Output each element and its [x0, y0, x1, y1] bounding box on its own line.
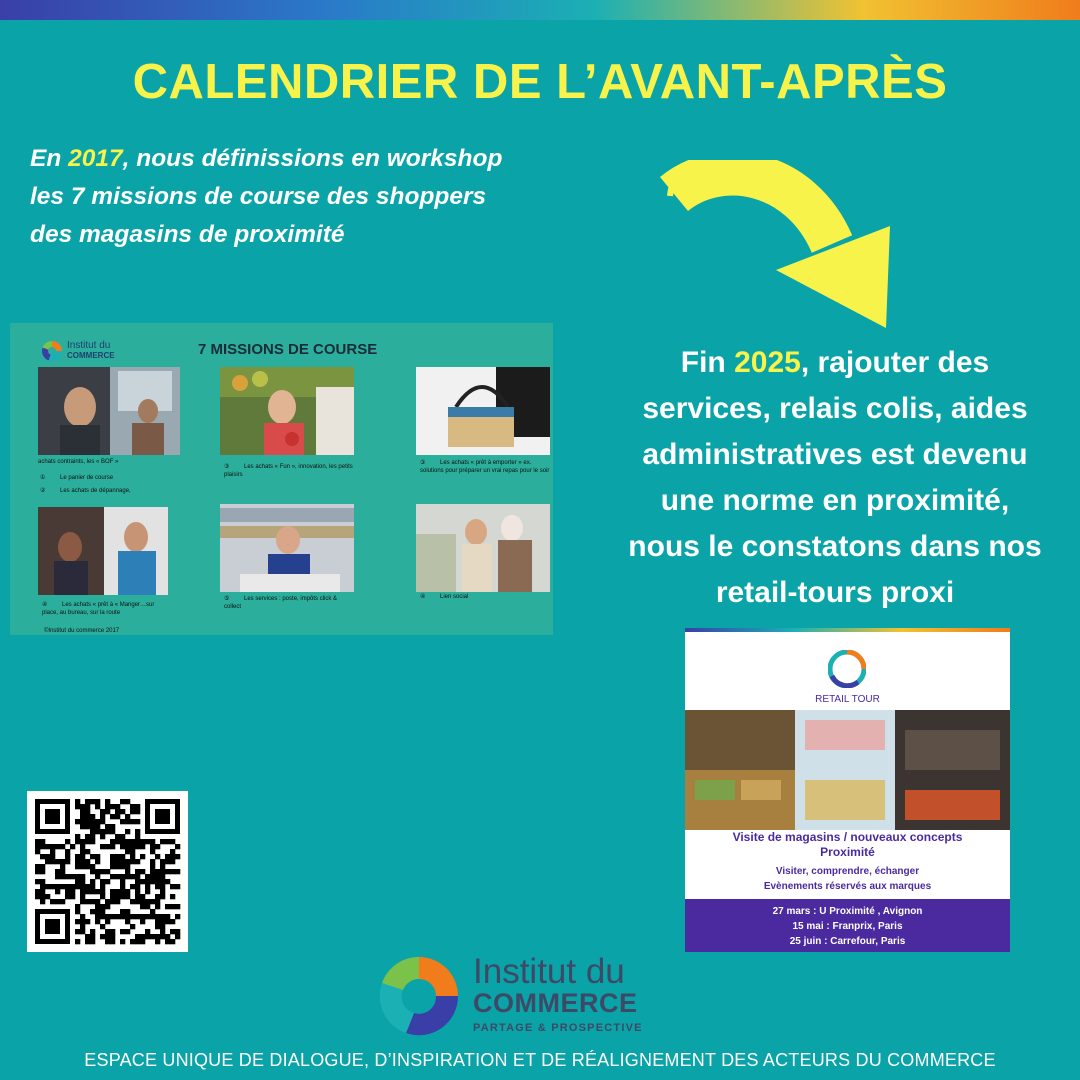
brand-line3: PARTAGE & PROSPECTIVE	[473, 1022, 643, 1034]
fin-line5: nous le constatons dans nos	[628, 530, 1042, 563]
flyer-gradient-bar	[685, 628, 1010, 632]
brand-line2: COMMERCE	[473, 988, 638, 1018]
flyer-date-3: 25 juin : Carrefour, Paris	[789, 936, 906, 947]
brand-line1: Institut du	[473, 952, 625, 991]
mission-1-item: ① Le panier de course	[40, 475, 114, 481]
intro-year: 2017	[68, 145, 123, 172]
mission-7-caption: ④ Lien social	[420, 594, 469, 600]
flyer-dates-panel	[685, 899, 1010, 952]
retail-tour-flyer	[685, 628, 1010, 952]
flyer-subheading	[685, 864, 1010, 894]
slide-logo	[42, 337, 142, 367]
intro-line1-rest: , nous définissions en workshop	[122, 145, 503, 172]
flyer-date-2: 15 mai : Franprix, Paris	[792, 921, 903, 932]
photo-commuter-eating	[38, 507, 168, 595]
slide-title: 7 MISSIONS DE COURSE	[198, 341, 378, 358]
fin-line3: administratives est devenu	[642, 438, 1028, 471]
photo-commuter	[38, 367, 180, 455]
footer-tagline: ESPACE UNIQUE DE DIALOGUE, D’INSPIRATION ET DE RÉALIGNEMENT DES ACTEURS DU COMMERCE	[84, 1050, 996, 1070]
fin-line1-rest: , rajouter des	[800, 346, 990, 379]
page-title: CALENDRIER DE L’AVANT-APRÈS	[132, 55, 948, 109]
mission-2-item: ② Les achats de dépannage,	[40, 488, 131, 494]
intro-text	[30, 140, 610, 254]
institut-logo-icon	[828, 650, 866, 688]
slide-logo-line1: Institut du	[67, 340, 111, 351]
flyer-heading-line2: Proximité	[820, 845, 875, 859]
photo-services-clerk	[220, 504, 354, 592]
curved-arrow-icon	[660, 160, 900, 340]
photo-basket	[416, 367, 550, 455]
flyer-name: RETAIL TOUR	[815, 694, 880, 705]
logo-mark-icon	[42, 341, 62, 361]
intro-line3: des magasins de proximité	[30, 221, 345, 248]
flyer-date-1: 27 mars : U Proximité , Avignon	[772, 906, 923, 917]
store-photos	[685, 710, 1010, 830]
photo-fruit-shopper	[220, 367, 354, 455]
fin-prefix: Fin	[680, 346, 735, 379]
institut-logo-mark-icon	[376, 953, 462, 1039]
mission-1-header: achats contraints, les « BOF »	[38, 459, 119, 465]
fin-year: 2025	[734, 346, 801, 379]
qr-code-icon	[27, 791, 188, 952]
mission-4-caption: ③ Les achats « prêt à emporter » ex. solutions pour préparer un vrai repas pour le soir	[420, 460, 550, 474]
slide-logo-line2: COMMERCE	[67, 351, 115, 360]
photo-social-link	[416, 504, 550, 592]
mission-5-caption: ④ Les achats « prêt à « Manger…sur place, au bureau, sur la route	[42, 602, 155, 616]
mission-3-caption: ③ Les achats « Fun », innovation, les petits plaisirs	[224, 464, 353, 478]
qr-code[interactable]	[27, 791, 188, 952]
flyer-heading-line1: Visite de magasins / nouveaux concepts	[732, 830, 963, 844]
fin-line2: services, relais colis, aides	[642, 392, 1028, 425]
intro-prefix: En	[30, 145, 69, 172]
flyer-dates	[685, 904, 1010, 949]
mission-6-caption: ⑤ Les services : poste, impôts click & collect	[224, 596, 338, 610]
intro-line2: les 7 missions de course des shoppers	[30, 183, 487, 210]
flyer-heading	[685, 830, 1010, 860]
fin-text	[590, 340, 1080, 616]
flyer-sub-line2: Evènements réservés aux marques	[763, 881, 932, 892]
top-gradient-bar	[0, 0, 1080, 20]
fin-line4: une norme en proximité,	[660, 484, 1010, 517]
slide-copyright: ©Institut du commerce 2017	[44, 628, 120, 634]
flyer-sub-line1: Visiter, comprendre, échanger	[775, 866, 920, 877]
fin-line6: retail-tours proxi	[715, 576, 955, 609]
missions-slide	[10, 323, 553, 635]
